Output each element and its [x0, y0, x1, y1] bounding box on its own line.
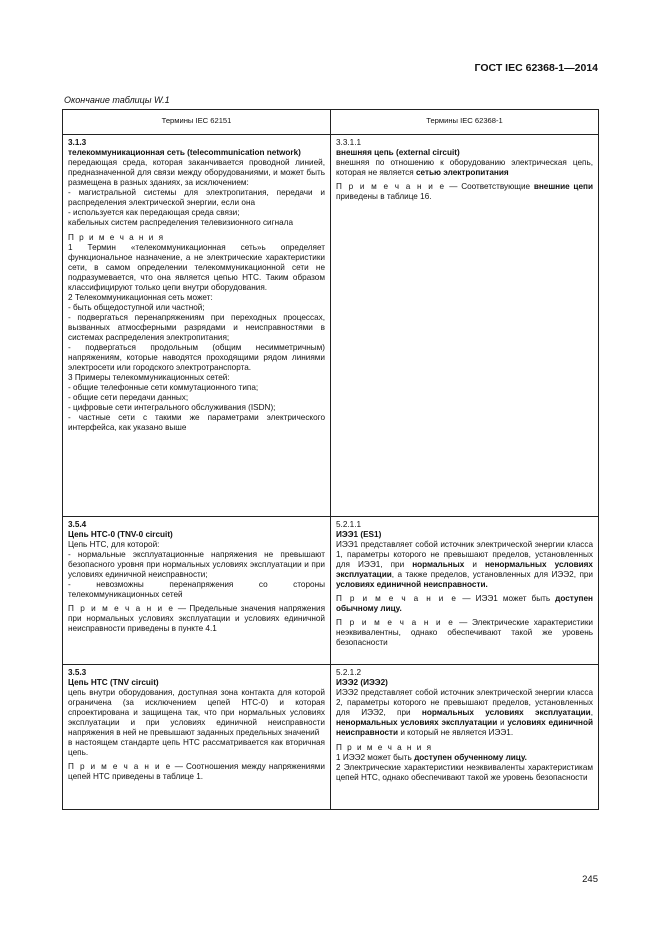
definition: внешняя по отношению к оборудованию электрическая цепь, которая не является сетью электропитания	[336, 158, 593, 177]
clause-number: 5.2.1.1	[336, 520, 362, 529]
cell-left	[63, 665, 331, 810]
cell-right	[331, 665, 599, 810]
note: П р и м е ч а н и е — ИЭЭ1 может быть доступен обычному лицу.	[336, 594, 593, 613]
cell-left	[63, 135, 331, 517]
note: - подвергаться продольным (общим несимметричным) напряжениям, которые наводятся проходящими рядом линиями электросети или городского электротранспорта.	[68, 343, 325, 372]
definition: ИЭЭ1 представляет собой источник электрической энергии класса 1, параметры которого не превышают пределов, установленных для ИЭЭ1, при нормальных и ненормальных условиях эксплуатации, а также пределов, установленных для ИЭЭ2, при условиях единичной неисправности.	[336, 540, 593, 589]
list-item: - используется как передающая среда связи;	[68, 208, 240, 217]
standard-designation: ГОСТ IEC 62368-1—2014	[474, 62, 598, 74]
cell-right	[331, 135, 599, 517]
note: - цифровые сети интегрального обслуживания (ISDN);	[68, 403, 276, 412]
table-row	[63, 517, 599, 665]
table-row	[63, 135, 599, 517]
definition: ИЭЭ2 представляет собой источник электрической энергии класса 2, параметры которого не превышают пределов, установленных для ИЭЭ2, при нормальных условиях эксплуатации, ненормальных условиях эксплуатации и условиях единичной неисправности и который не является ИЭЭ1.	[336, 688, 593, 737]
term: Цепь НТС (TNV circuit)	[68, 678, 159, 687]
note: 1 ИЭЭ2 может быть доступен обученному лицу.	[336, 753, 527, 762]
column-header-iec-62151: Термины IEC 62151	[63, 110, 331, 135]
cell-right	[331, 517, 599, 665]
notes-heading: П р и м е ч а н и я	[68, 233, 165, 242]
note: - подвергаться перенапряжениям при переходных процессах, вызванных атмосферными разрядами и неисправностями в системах распределения электропитания;	[68, 313, 325, 342]
note: 2 Телекоммуникационная сеть может:	[68, 293, 213, 302]
clause-number: 3.5.3	[68, 668, 87, 677]
note: - общие сети передачи данных;	[68, 393, 189, 402]
note: П р и м е ч а н и е — Предельные значения напряжения при нормальных условиях эксплуатации и условиях единичной неисправности приведены в пункте 4.1	[68, 604, 325, 633]
clause-number: 3.3.1.1	[336, 138, 362, 147]
term: ИЭЭ1 (ES1)	[336, 530, 382, 539]
note: 3 Примеры телекоммуникационных сетей:	[68, 373, 230, 382]
term: Цепь НТС-0 (TNV-0 circuit)	[68, 530, 173, 539]
list-item: - невозможны перенапряжения со стороны телекоммуникационных сетей	[68, 580, 325, 599]
list-item: - нормальные эксплуатационные напряжения не превышают безопасного уровня при нормальных условиях эксплуатации и при условиях единичной неисправности;	[68, 550, 325, 579]
list-item: кабельных систем распределения телевизионного сигнала	[68, 218, 294, 227]
clause-number: 5.2.1.2	[336, 668, 362, 677]
column-header-iec-62368-1: Термины IEC 62368-1	[331, 110, 599, 135]
note: 1 Термин «телекоммуникационная сеть»ь определяет функциональное назначение, а не электрические характеристики сети, в самом определении телекоммуникационной сети не подразумевается, что она является цепью НТС. Таким образом классифицируют только цепи внутри оборудования.	[68, 243, 325, 292]
clause-number: 3.1.3	[68, 138, 87, 147]
definition: Цепь НТС, для которой:	[68, 540, 160, 549]
term: внешняя цепь (external circuit)	[336, 148, 460, 157]
note: П р и м е ч а н и е — Электрические характеристики неэквивалентны, однако обеспечивают такой же уровень безопасности	[336, 618, 593, 647]
cell-left	[63, 517, 331, 665]
clause-number: 3.5.4	[68, 520, 87, 529]
note: - частные сети с такими же параметрами электрического интерфейса, как указано выше	[68, 413, 325, 432]
terms-table	[62, 109, 599, 810]
term: телекоммуникационная сеть (telecommunication network)	[68, 148, 301, 157]
note: - общие телефонные сети коммутационного типа;	[68, 383, 259, 392]
note: П р и м е ч а н и е — Соответствующие внешние цепи приведены в таблице 16.	[336, 182, 593, 201]
definition: передающая среда, которая заканчивается проводной линией, предназначенной для связи между оборудованиями, и может быть размещена в разных зданиях, за исключением:	[68, 158, 325, 187]
term: ИЭЭ2 (ИЭЭ2)	[336, 678, 388, 687]
table-caption: Окончание таблицы W.1	[64, 95, 170, 105]
definition-extra: в настоящем стандарте цепь НТС рассматривается как вторичная цепь.	[68, 738, 325, 757]
page-number: 245	[582, 874, 598, 885]
table-header-row	[63, 110, 599, 135]
note: 2 Электрические характеристики неэквиваленты характеристикам цепей НТС, однако обеспечивают такой же уровень безопасности	[336, 763, 593, 782]
table-row	[63, 665, 599, 810]
notes-heading: П р и м е ч а н и я	[336, 743, 433, 752]
note: - быть общедоступной или частной;	[68, 303, 205, 312]
list-item: - магистральной системы для электропитания, передачи и распределения электрической энергии, если она	[68, 188, 325, 207]
definition: цепь внутри оборудования, доступная зона контакта для которой ограничена (за исключением цепей НТС-0) и которая спроектирована и защищена так, что при нормальных условиях эксплуатации и при условиях единичной неисправности напряжения в ней не превышают заданных предельных значений	[68, 688, 325, 737]
note: П р и м е ч а н и е — Соотношения между напряжениями цепей НТС приведены в таблице 1.	[68, 762, 325, 781]
